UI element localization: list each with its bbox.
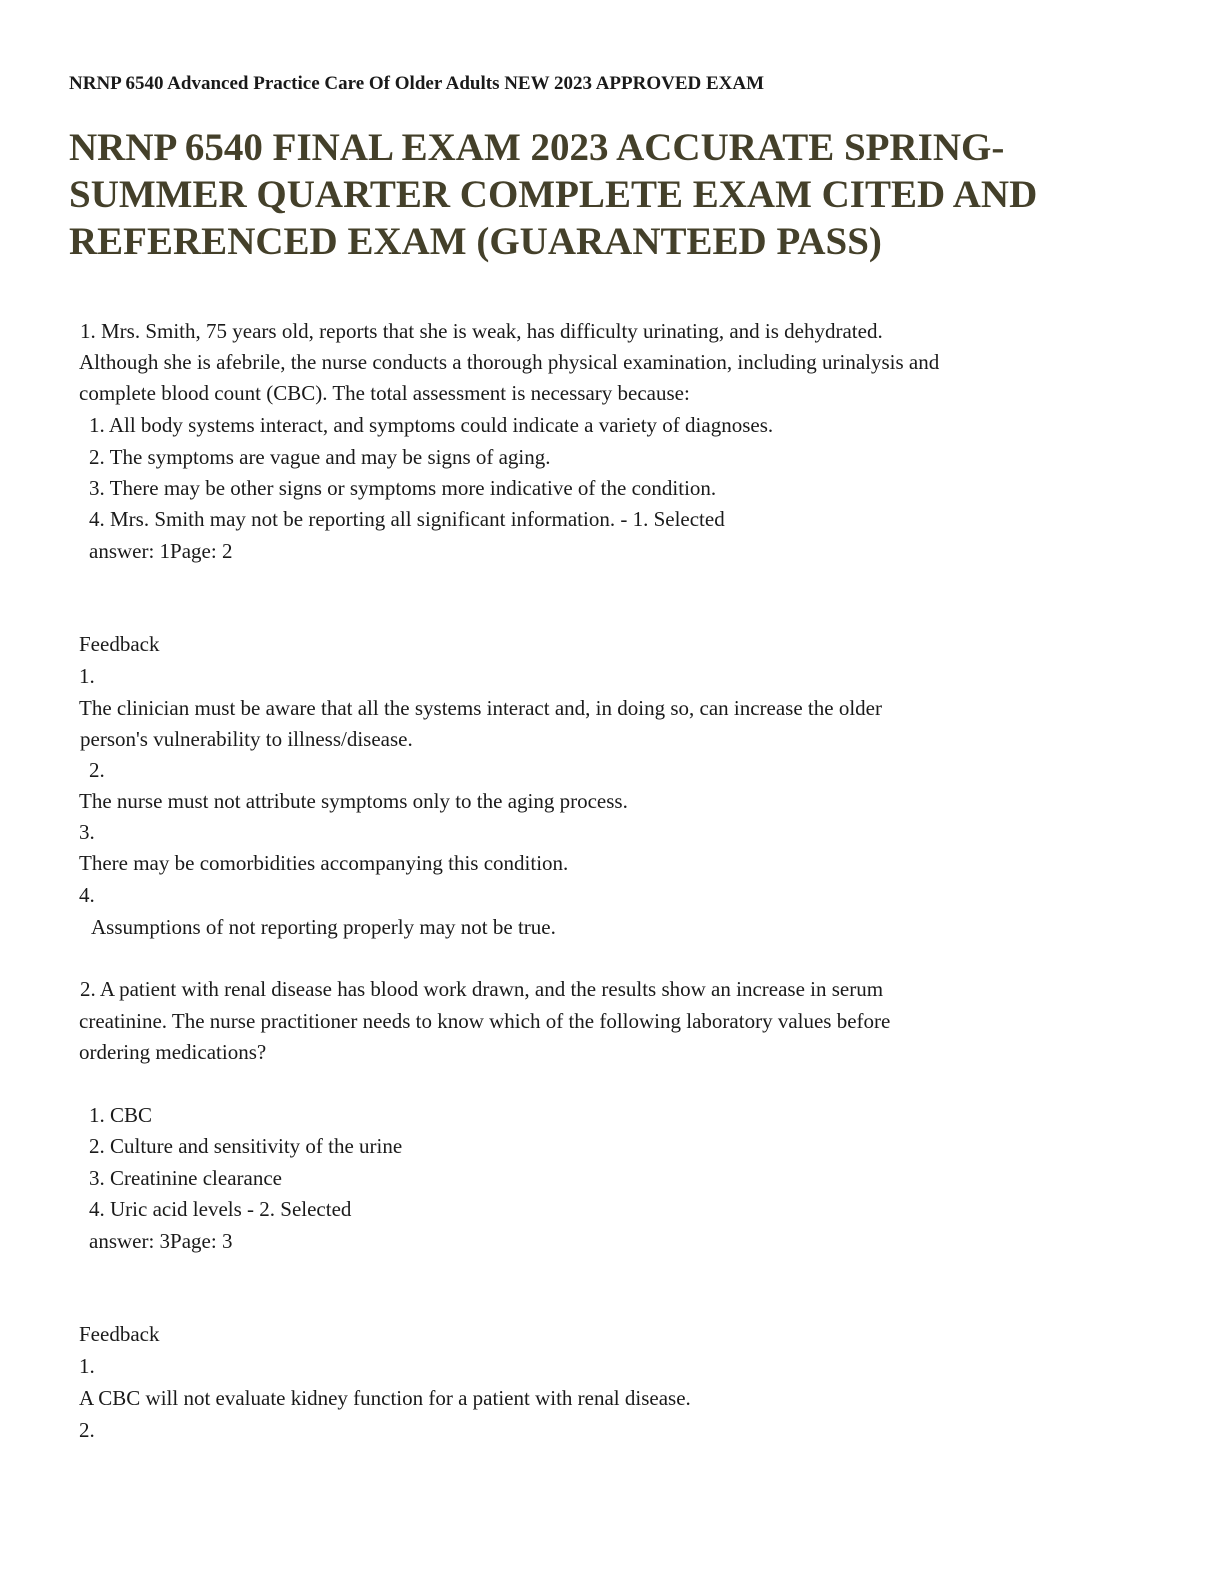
question-2-option: 3. Creatinine clearance [89,1166,282,1190]
feedback-line: There may be comorbidities accompanying this condition. [79,851,569,875]
feedback-line: A CBC will not evaluate kidney function for a patient with renal disease. [79,1386,691,1410]
document-title [69,124,1159,265]
question-1-option: 3. There may be other signs or symptoms more indicative of the condition. [89,476,717,500]
question-1-stem: complete blood count (CBC). The total assessment is necessary because: [79,381,690,405]
feedback-line: The clinician must be aware that all the systems interact and, in doing so, can increase the older [79,696,882,720]
question-1-option: 2. The symptoms are vague and may be signs of aging. [89,445,551,469]
question-1-option: 4. Mrs. Smith may not be reporting all significant information. - 1. Selected [89,507,725,531]
feedback-line: 4. [79,883,95,907]
question-2-feedback-label: Feedback [79,1322,160,1346]
title-line: SUMMER QUARTER COMPLETE EXAM CITED AND [69,173,1038,216]
feedback-line: 2. [79,1418,95,1442]
feedback-line: 2. [89,758,105,782]
feedback-line: 1. [79,1354,95,1378]
question-1-feedback-label: Feedback [79,632,160,656]
question-1-stem: Although she is afebrile, the nurse conducts a thorough physical examination, including urinalysis and [79,350,940,374]
question-2-stem: creatinine. The nurse practitioner needs to know which of the following laboratory values before [79,1009,891,1033]
feedback-line: person's vulnerability to illness/disease. [80,727,413,751]
feedback-line: Assumptions of not reporting properly may not be true. [91,915,556,939]
feedback-line: 3. [79,820,95,844]
question-2-stem: ordering medications? [79,1040,267,1064]
title-line: REFERENCED EXAM (GUARANTEED PASS) [69,220,882,263]
question-2-stem: 2. A patient with renal disease has blood work drawn, and the results show an increase in serum [80,977,884,1001]
question-2-option: 4. Uric acid levels - 2. Selected [89,1197,352,1221]
question-1-option: 1. All body systems interact, and symptoms could indicate a variety of diagnoses. [89,413,774,437]
feedback-line: 1. [79,664,95,688]
question-1-answer: answer: 1Page: 2 [89,539,233,563]
question-2-option: 2. Culture and sensitivity of the urine [89,1134,403,1158]
question-2-answer: answer: 3Page: 3 [89,1229,233,1253]
question-2-option: 1. CBC [89,1103,153,1127]
running-header: NRNP 6540 Advanced Practice Care Of Older Adults NEW 2023 APPROVED EXAM [69,73,765,94]
question-1-stem: 1. Mrs. Smith, 75 years old, reports that she is weak, has difficulty urinating, and is dehydrated. [80,319,883,343]
feedback-line: The nurse must not attribute symptoms only to the aging process. [79,789,628,813]
title-line: NRNP 6540 FINAL EXAM 2023 ACCURATE SPRING- [69,126,1005,169]
